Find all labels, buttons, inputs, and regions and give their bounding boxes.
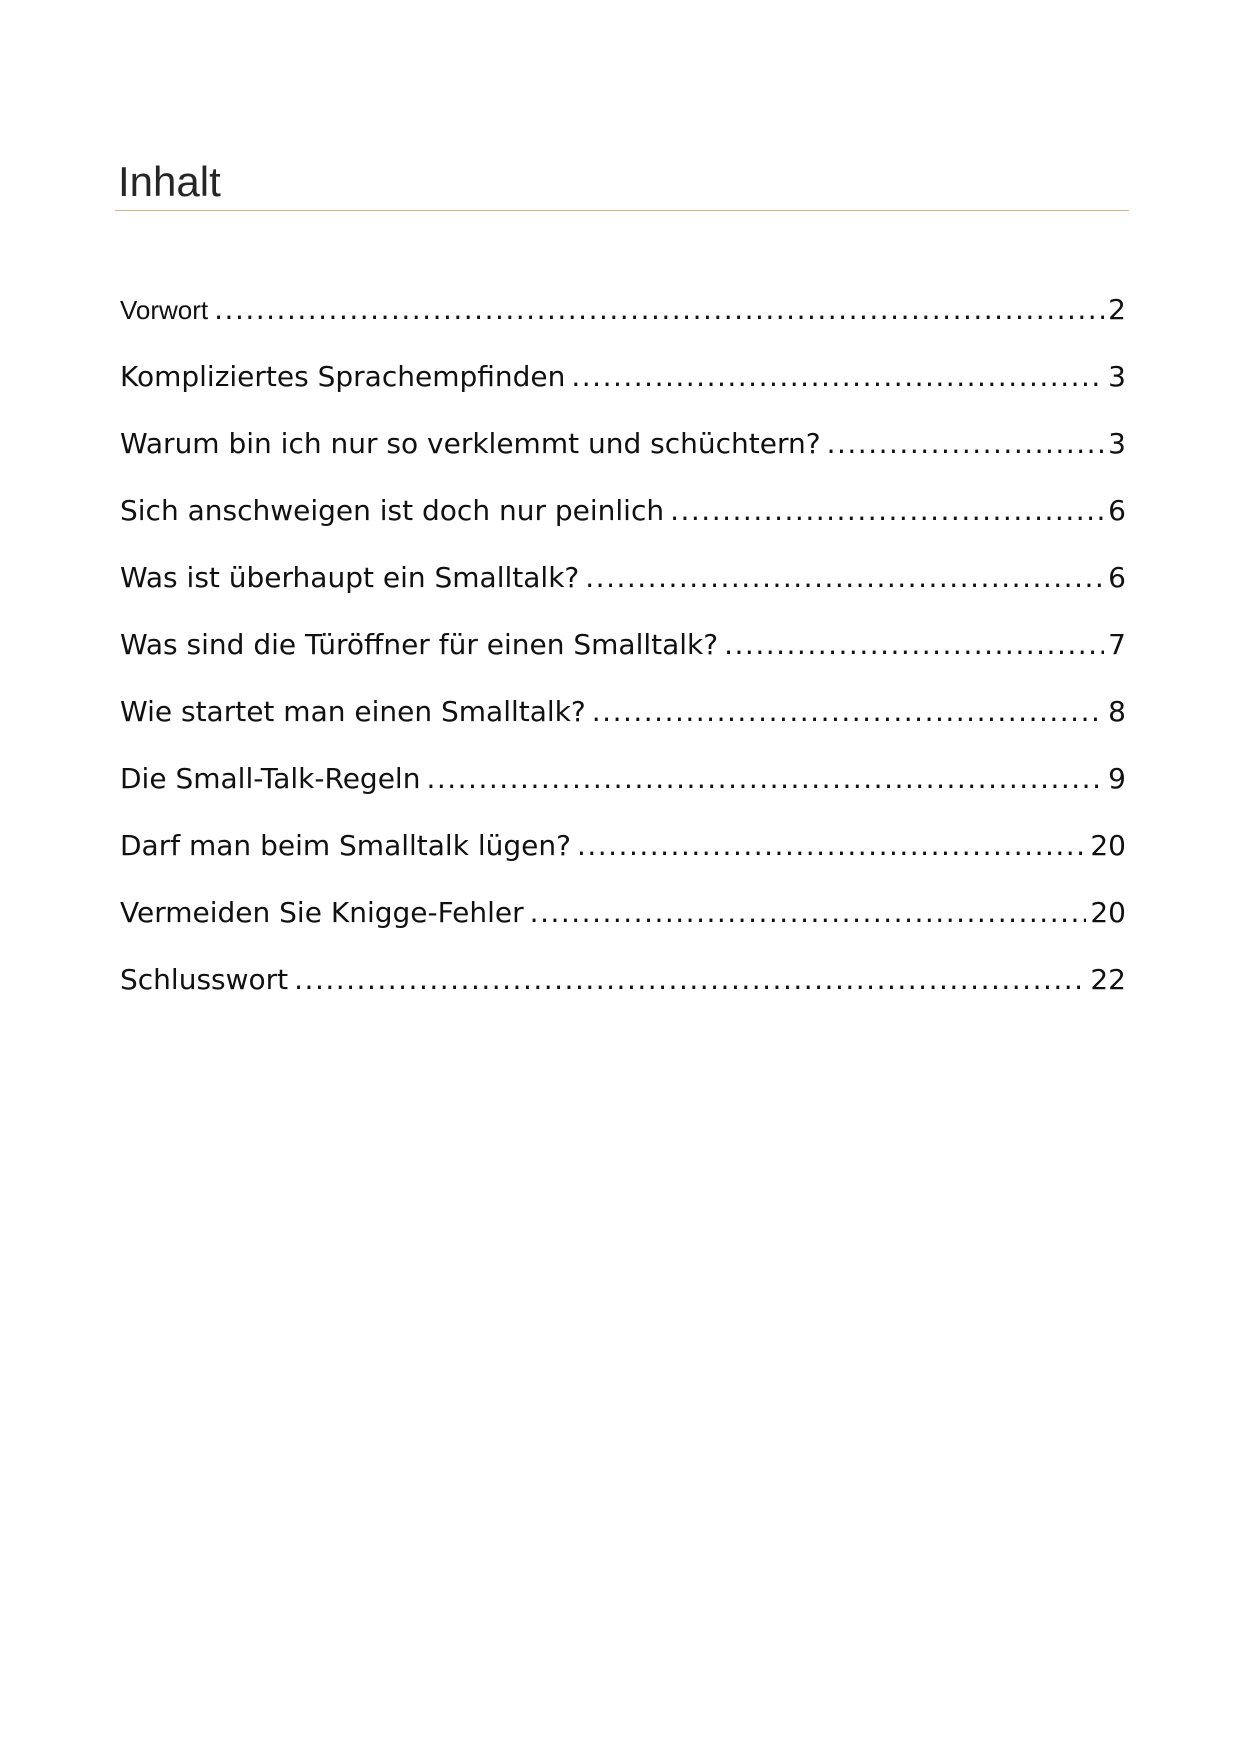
toc-dot-leader: [571, 347, 1104, 407]
toc-entry-page: 3: [1108, 360, 1126, 393]
toc-entry-title: Wie startet man einen Smalltalk?: [120, 695, 586, 728]
toc-dot-leader: [827, 414, 1105, 474]
toc-dot-leader: [585, 548, 1104, 608]
toc-entry-page: 2: [1108, 293, 1126, 326]
toc-dot-leader: [592, 682, 1104, 742]
toc-entry-warum-verklemmt[interactable]: [120, 414, 1126, 481]
toc-entry-page: 6: [1108, 494, 1126, 527]
toc-entry-was-ist-smalltalk[interactable]: [120, 548, 1126, 615]
toc-entry-title: Was ist überhaupt ein Smalltalk?: [120, 561, 580, 594]
toc-entry-knigge-fehler[interactable]: [120, 883, 1126, 950]
toc-dot-leader: [724, 615, 1104, 675]
toc-heading: Inhalt: [118, 158, 221, 205]
toc-entry-title: Sich anschweigen ist doch nur peinlich: [120, 494, 665, 527]
toc-entry-title: Vorwort: [120, 295, 209, 325]
toc-entry-kompliziertes-sprachempfinden[interactable]: [120, 347, 1126, 414]
toc-entry-page: 6: [1108, 561, 1126, 594]
toc-entry-small-talk-regeln[interactable]: [120, 749, 1126, 816]
table-of-contents: [120, 280, 1126, 1017]
toc-dot-leader: [577, 816, 1086, 876]
toc-dot-leader: [294, 950, 1086, 1010]
toc-entry-title: Kompliziertes Sprachempfinden: [120, 360, 566, 393]
toc-entry-title: Was sind die Türöffner für einen Smalltalk?: [120, 628, 719, 661]
toc-dot-leader: [670, 481, 1104, 541]
toc-entry-page: 3: [1108, 427, 1126, 460]
toc-entry-page: 7: [1108, 628, 1126, 661]
toc-entry-vorwort[interactable]: [120, 280, 1126, 347]
toc-dot-leader: [426, 749, 1104, 809]
toc-entry-luegen[interactable]: [120, 816, 1126, 883]
toc-dot-leader: [530, 883, 1087, 943]
toc-entry-tueroeffner[interactable]: [120, 615, 1126, 682]
toc-entry-page: 20: [1090, 829, 1126, 862]
toc-dot-leader: [214, 280, 1104, 340]
toc-entry-title: Warum bin ich nur so verklemmt und schüchtern?: [120, 427, 821, 460]
toc-entry-schlusswort[interactable]: [120, 950, 1126, 1017]
toc-entry-sich-anschweigen[interactable]: [120, 481, 1126, 548]
toc-entry-page: 20: [1090, 896, 1126, 929]
toc-entry-wie-startet-man[interactable]: [120, 682, 1126, 749]
toc-entry-title: Die Small-Talk-Regeln: [120, 762, 421, 795]
toc-entry-page: 22: [1090, 963, 1126, 996]
toc-entry-page: 8: [1108, 695, 1126, 728]
toc-entry-title: Schlusswort: [120, 963, 289, 996]
heading-divider: [115, 210, 1129, 211]
toc-entry-title: Vermeiden Sie Knigge-Fehler: [120, 896, 524, 929]
toc-entry-title: Darf man beim Smalltalk lügen?: [120, 829, 571, 862]
toc-entry-page: 9: [1108, 762, 1126, 795]
